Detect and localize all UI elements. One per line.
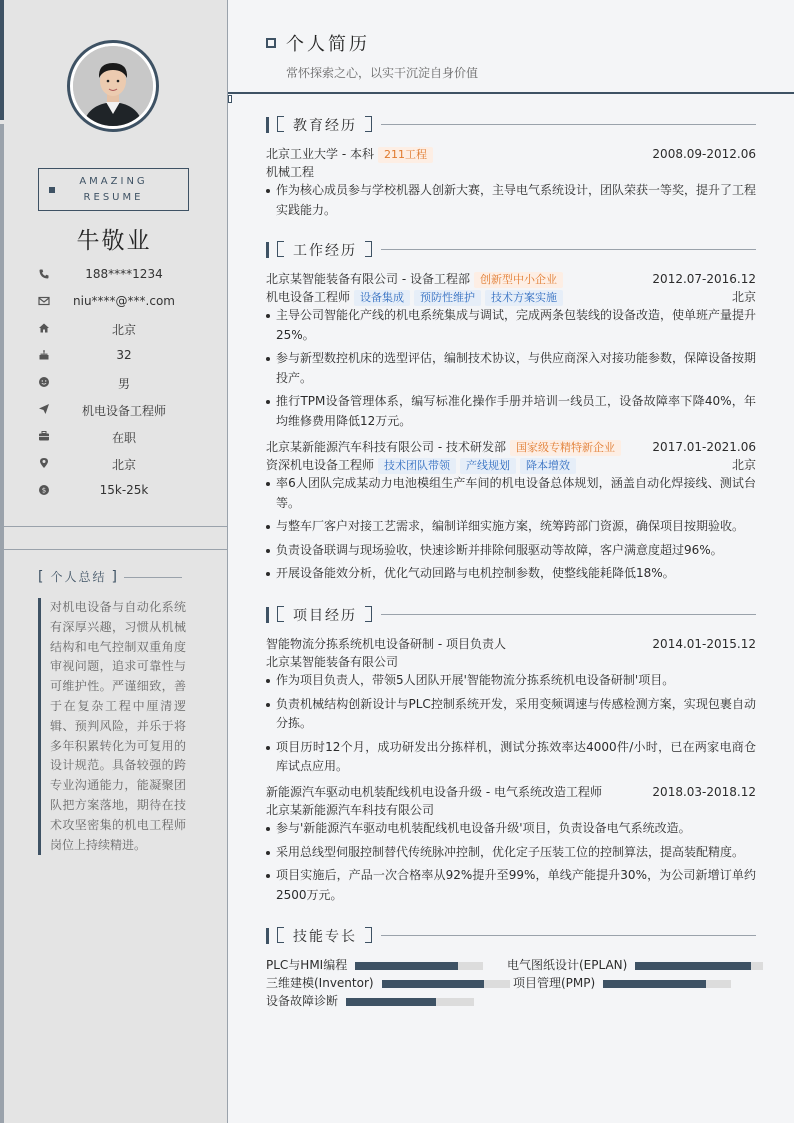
education-bullets — [266, 181, 756, 224]
job-city: 北京 — [731, 290, 756, 304]
skill-item — [513, 974, 731, 992]
list-item: 参与'新能源汽车驱动电机装配线机电设备升级'项目，负责设备电气系统改造。 — [266, 819, 756, 839]
sidebar-divider — [4, 549, 227, 550]
info-list — [0, 264, 228, 507]
section-projects-heading — [266, 606, 756, 624]
education-period: 2008.09-2012.06 — [652, 147, 756, 161]
skill-name: 设备故障诊断 — [266, 994, 339, 1008]
section-title: 项目经历 — [293, 608, 357, 624]
list-item: 开展设备能效分析，优化气动回路与电机控制参数，使整线能耗降低18%。 — [266, 564, 756, 584]
project-1-bullets — [266, 671, 756, 781]
list-item: 作为核心成员参与学校机器人创新大赛，主导电气系统设计，团队荣获一等奖，提升了工程实践能力。 — [266, 181, 756, 220]
info-value: 188****1234 — [85, 267, 163, 281]
project-2-row — [266, 783, 756, 801]
resume-label-box — [38, 168, 189, 211]
project-company: 北京某新能源汽车科技有限公司 — [266, 803, 435, 817]
section-title: 工作经历 — [293, 243, 357, 259]
skill-name: 三维建模(Inventor) — [266, 976, 374, 990]
section-education-heading — [266, 116, 756, 134]
avatar-photo — [73, 46, 153, 126]
list-item: 项目实施后，产品一次合格率从92%提升至99%，单线产能提升30%，为公司新增订单约2500万元。 — [266, 866, 756, 905]
sidebar — [0, 0, 228, 1123]
skill-bar-fill — [346, 998, 436, 1006]
info-location — [0, 453, 228, 480]
list-item: 项目历时12个月，成功研发出分拣样机，测试分拣效率达4000件/小时，已在两家电商仓库试点应用。 — [266, 738, 756, 777]
info-gender — [0, 372, 228, 399]
info-age — [0, 345, 228, 372]
info-value: niu****@***.com — [73, 294, 175, 308]
job-2-company-row — [266, 438, 756, 456]
square-icon — [49, 187, 55, 193]
avatar — [67, 40, 159, 132]
skill-name: 电气图纸设计(EPLAN) — [507, 958, 628, 972]
square-outline-icon — [266, 38, 276, 48]
skill-name: PLC与HMI编程 — [266, 958, 348, 972]
section-skills-heading — [266, 927, 756, 945]
job-city: 北京 — [731, 458, 756, 472]
list-item: 作为项目负责人，带领5人团队开展'智能物流分拣系统机电设备研制'项目。 — [266, 671, 756, 691]
info-value: 男 — [117, 377, 130, 391]
job-company: 北京某新能源汽车科技有限公司 - 技术研发部 — [266, 440, 506, 454]
section-work-heading — [266, 241, 756, 259]
skill-bar — [603, 980, 731, 988]
header-tick — [228, 95, 232, 103]
skill-item — [266, 974, 510, 992]
send-icon — [38, 403, 50, 415]
skill-bar — [635, 962, 763, 970]
info-value: 北京 — [111, 458, 136, 472]
skill-item — [266, 992, 474, 1010]
job-1-bullets — [266, 306, 756, 435]
project-name: 智能物流分拣系统机电设备研制 - 项目负责人 — [266, 637, 506, 651]
svg-text:$: $ — [41, 486, 47, 495]
location-icon — [38, 457, 50, 469]
skill-tag: 降本增效 — [520, 458, 576, 474]
summary-text: 对机电设备与自动化系统有深厚兴趣，习惯从机械结构和电气控制双重角度审视问题，追求可靠性与可维护性。严谨细致，善于在复杂工程中厘清逻辑、预判风险，并乐于将多年积累转化为可复用的设计规范。具备较强的跨专业沟通能力，能凝聚团队把方案落地，期待在技术攻坚密集的机电工程师岗位上持续精进。 — [38, 598, 186, 855]
list-item: 参与新型数控机床的选型评估，编制技术协议，与供应商深入对接功能参数，保障设备按期投产。 — [266, 349, 756, 388]
mail-icon — [38, 295, 50, 307]
cake-icon — [38, 349, 50, 361]
skill-item — [266, 956, 483, 974]
section-title: 教育经历 — [293, 118, 357, 134]
person-name: 牛敬业 — [76, 228, 152, 254]
page-subtitle: 常怀探索之心，以实干沉淀自身价值 — [286, 66, 479, 80]
job-company: 北京某智能装备有限公司 - 设备工程部 — [266, 272, 470, 286]
list-item: 负责机械结构创新设计与PLC控制系统开发，采用变频调速与传感检测方案，实现包裹自动分拣。 — [266, 695, 756, 734]
skill-tag: 设备集成 — [354, 290, 410, 306]
list-item: 与整车厂客户对接工艺需求，编制详细实施方案，统筹跨部门资源，确保项目按期验收。 — [266, 517, 756, 537]
info-salary — [0, 480, 228, 507]
section-title: 技能专长 — [293, 929, 357, 945]
skill-bar — [355, 962, 483, 970]
project-1-row — [266, 635, 756, 653]
main-content — [228, 0, 794, 1123]
list-item: 推行TPM设备管理体系，编写标准化操作手册并培训一线员工，设备故障率下降40%，年均维修费用降低12万元。 — [266, 392, 756, 431]
summary-title-rule — [124, 577, 182, 578]
list-item: 率6人团队完成某动力电池模组生产车间的机电设备总体规划，涵盖自动化焊接线、测试台等。 — [266, 474, 756, 513]
company-tag: 创新型中小企业 — [474, 272, 563, 288]
info-value: 机电设备工程师 — [81, 404, 166, 418]
resume-label-2: RESUME — [83, 192, 144, 203]
phone-icon — [38, 268, 50, 280]
job-2-bullets — [266, 474, 756, 588]
list-item: 负责设备联调与现场验收，快速诊断并排除伺服驱动等故障，客户满意度超过96%。 — [266, 541, 756, 561]
skill-bar — [346, 998, 474, 1006]
info-email — [0, 291, 228, 318]
skill-bar-fill — [603, 980, 705, 988]
skill-bar-fill — [355, 962, 457, 970]
sidebar-divider — [4, 526, 227, 527]
resume-label-1: AMAZING — [79, 176, 148, 187]
page-title: 个人简历 — [286, 34, 370, 55]
job-period: 2017.01-2021.06 — [652, 440, 756, 454]
info-value: 15k-25k — [99, 483, 149, 497]
skill-bar — [382, 980, 510, 988]
job-2-position-row — [266, 456, 756, 474]
job-1-company-row — [266, 270, 756, 288]
school-tag: 211工程 — [378, 147, 433, 163]
skill-item — [507, 956, 763, 974]
summary-title-text: 个人总结 — [50, 570, 107, 584]
list-item: 采用总线型伺服控制替代传统脉冲控制，优化定子压装工位的控制算法，提高装配精度。 — [266, 843, 756, 863]
skill-tag: 产线规划 — [460, 458, 516, 474]
education-major: 机械工程 — [266, 165, 315, 179]
project-period: 2018.03-2018.12 — [652, 785, 756, 799]
skill-bar-fill — [635, 962, 750, 970]
job-position: 机电设备工程师 — [266, 290, 351, 304]
bracket-right-icon: ] — [111, 568, 119, 585]
skill-tag: 技术团队带领 — [378, 458, 456, 474]
education-school-row — [266, 145, 756, 163]
briefcase-icon — [38, 430, 50, 442]
job-period: 2012.07-2016.12 — [652, 272, 756, 286]
info-value: 在职 — [111, 431, 136, 445]
project-2-bullets — [266, 819, 756, 909]
smile-icon — [38, 376, 50, 388]
info-status — [0, 426, 228, 453]
money-icon — [38, 484, 50, 496]
sidebar-accent — [0, 0, 4, 120]
info-value: 北京 — [111, 323, 136, 337]
info-phone — [0, 264, 228, 291]
skill-tag: 技术方案实施 — [485, 290, 563, 306]
info-value: 32 — [116, 348, 132, 362]
project-company: 北京某智能装备有限公司 — [266, 655, 399, 669]
job-1-position-row — [266, 288, 756, 306]
school-name: 北京工业大学 - 本科 — [266, 147, 374, 161]
info-job — [0, 399, 228, 426]
project-period: 2014.01-2015.12 — [652, 637, 756, 651]
list-item: 主导公司智能化产线的机电系统集成与调试，完成两条包装线的设备改造，使单班产量提升25%。 — [266, 306, 756, 345]
home-icon — [38, 322, 50, 334]
skill-name: 项目管理(PMP) — [513, 976, 596, 990]
summary-title — [38, 568, 119, 585]
skill-bar-fill — [382, 980, 484, 988]
company-tag: 国家级专精特新企业 — [510, 440, 621, 456]
header-rule — [228, 92, 794, 94]
skill-tag: 预防性维护 — [414, 290, 481, 306]
project-name: 新能源汽车驱动电机装配线机电设备升级 - 电气系统改造工程师 — [266, 785, 602, 799]
job-position: 资深机电设备工程师 — [266, 458, 375, 472]
bracket-left-icon: [ — [38, 568, 46, 585]
info-home — [0, 318, 228, 345]
